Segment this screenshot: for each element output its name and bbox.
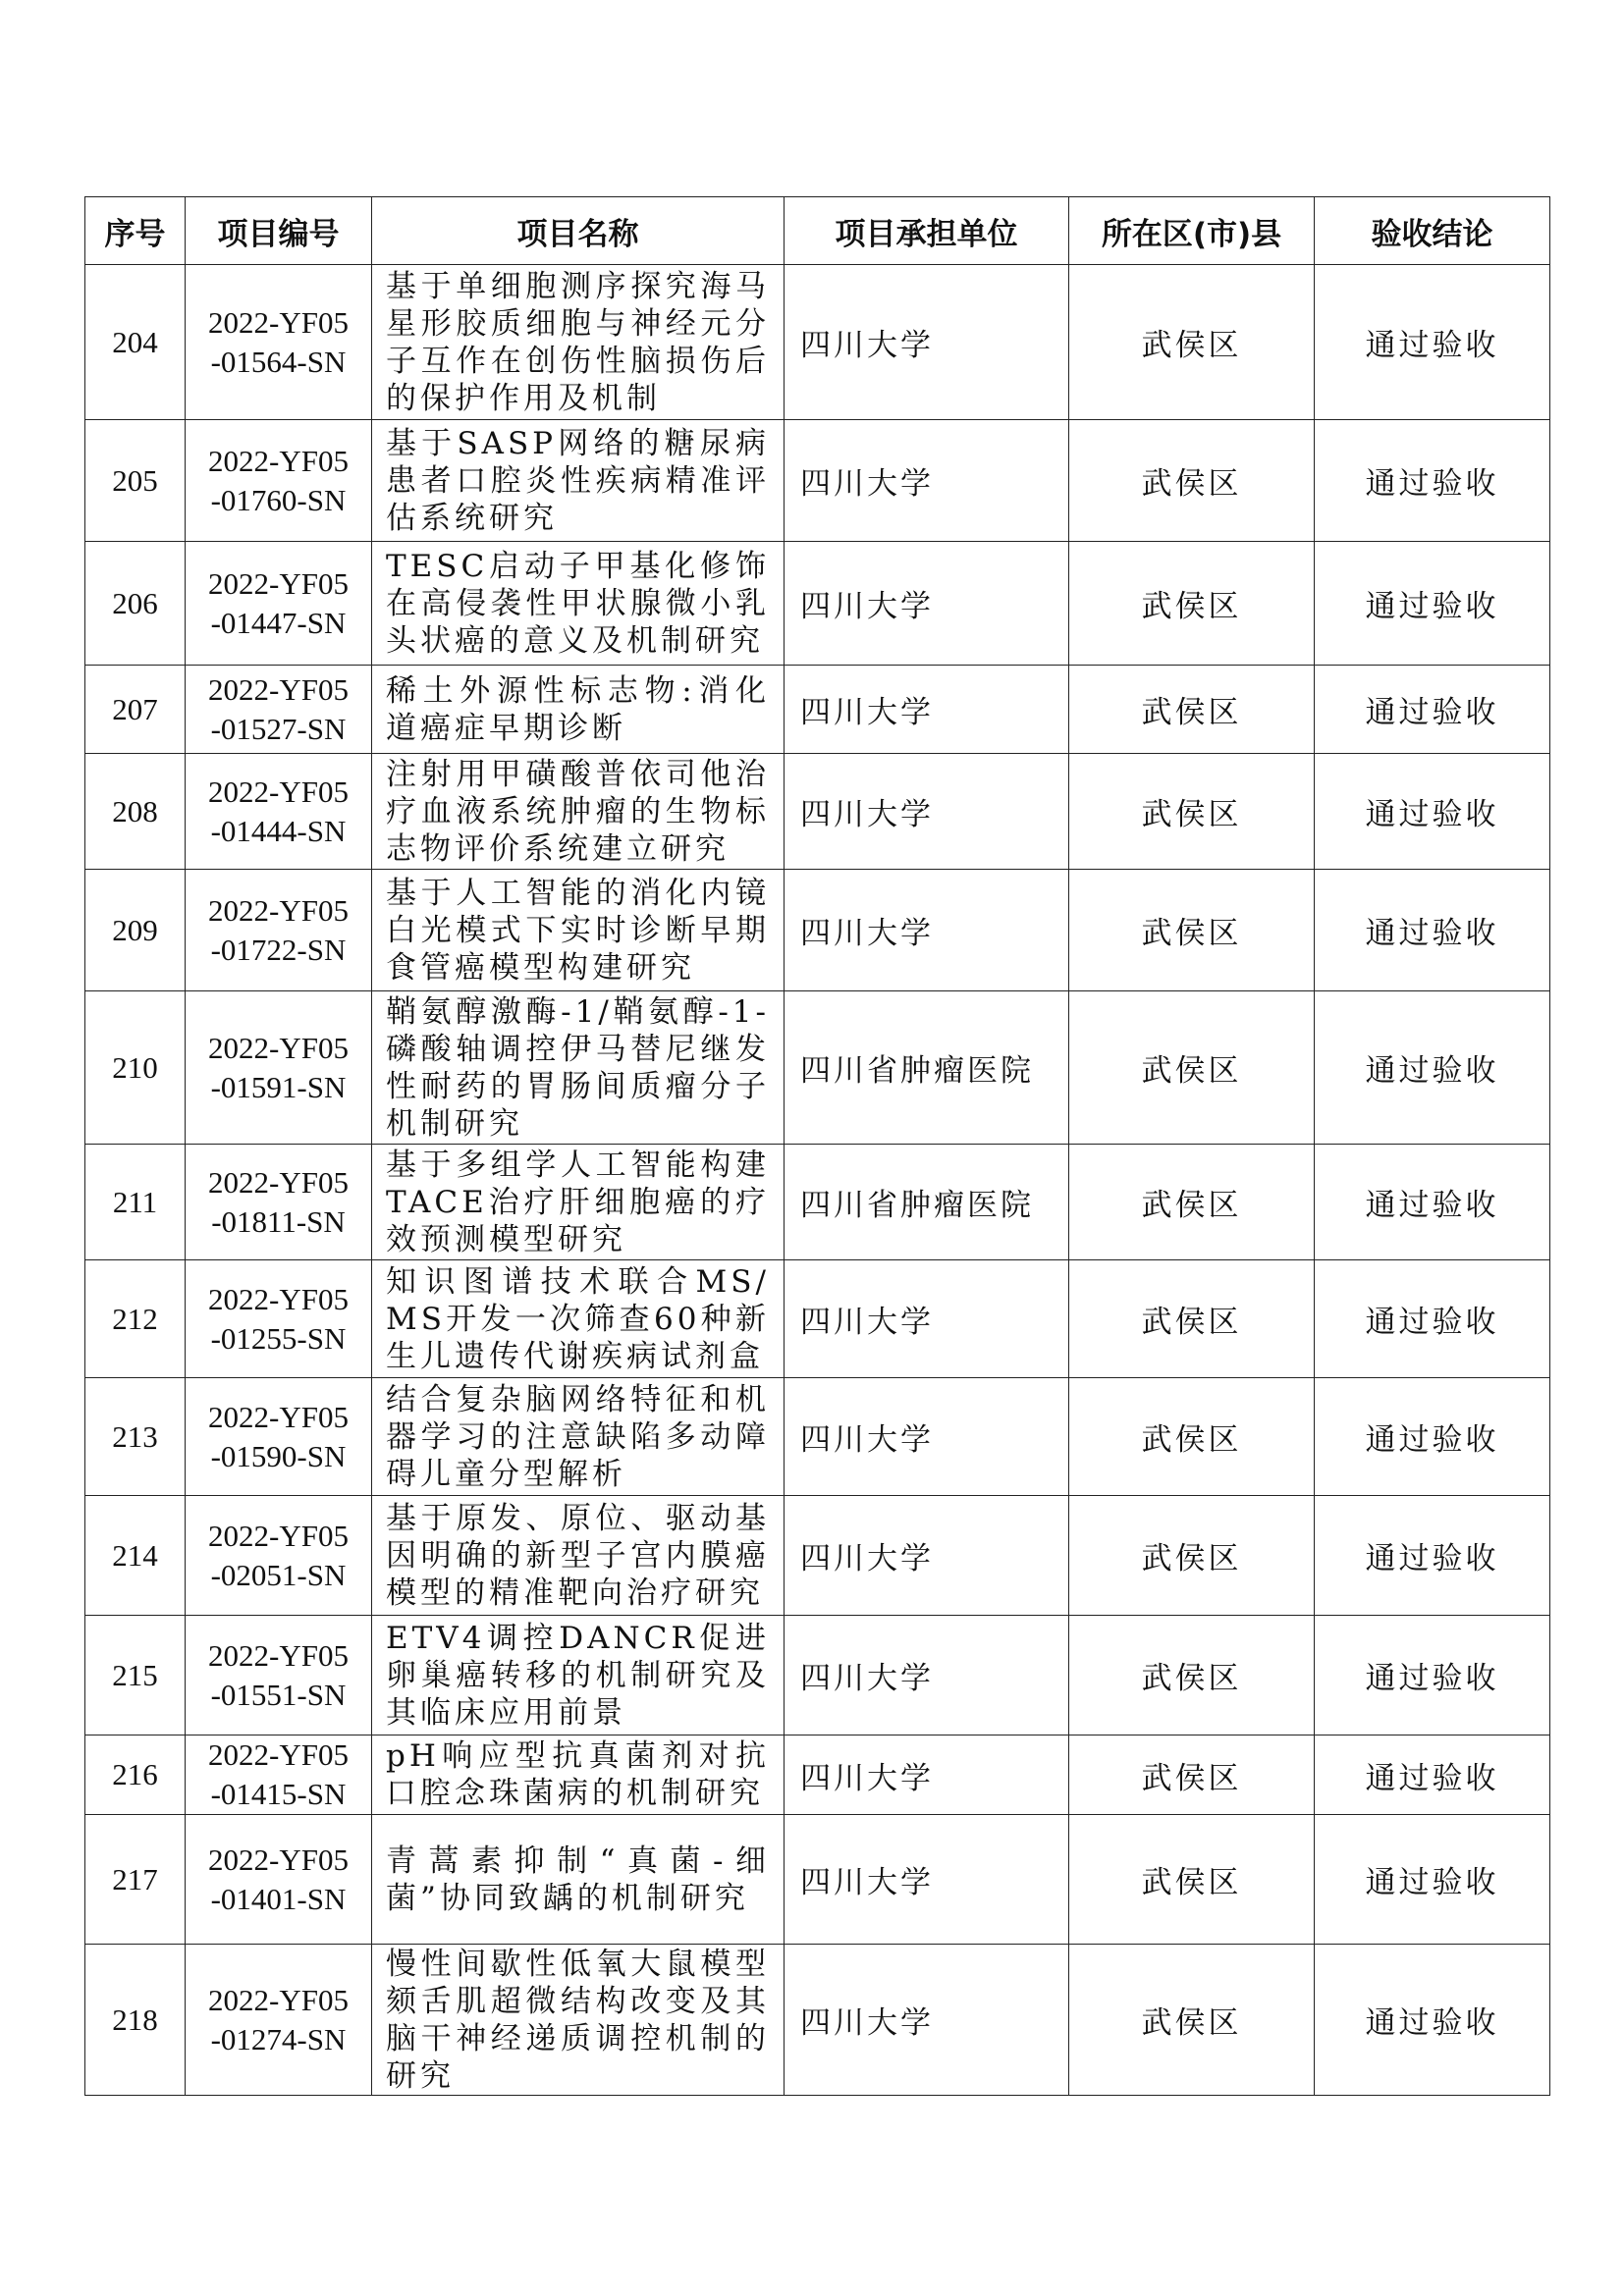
undertaking-unit: 四川大学 (785, 1735, 1069, 1815)
row-number: 207 (85, 666, 186, 754)
project-name: 青蒿素抑制“真菌-细菌”协同致龋的机制研究 (372, 1815, 785, 1945)
project-name: TESC启动子甲基化修饰在高侵袭性甲状腺微小乳头状癌的意义及机制研究 (372, 542, 785, 666)
district: 武侯区 (1069, 542, 1315, 666)
row-number: 213 (85, 1378, 186, 1496)
row-number: 206 (85, 542, 186, 666)
row-number: 216 (85, 1735, 186, 1815)
project-name: ETV4调控DANCR促进卵巢癌转移的机制研究及其临床应用前景 (372, 1616, 785, 1735)
row-number: 210 (85, 991, 186, 1145)
project-name: 鞘氨醇激酶-1/鞘氨醇-1-磷酸轴调控伊马替尼继发性耐药的胃肠间质瘤分子机制研究 (372, 991, 785, 1145)
project-code-line1: 2022-YF05 (208, 774, 349, 809)
district: 武侯区 (1069, 1496, 1315, 1616)
row-number: 214 (85, 1496, 186, 1616)
acceptance-result: 通过验收 (1315, 1616, 1550, 1735)
district: 武侯区 (1069, 1945, 1315, 2096)
row-number: 209 (85, 870, 186, 991)
project-code (186, 754, 372, 870)
undertaking-unit: 四川大学 (785, 265, 1069, 420)
acceptance-result: 通过验收 (1315, 420, 1550, 542)
table-body (85, 265, 1550, 2096)
acceptance-result: 通过验收 (1315, 1815, 1550, 1945)
district: 武侯区 (1069, 1145, 1315, 1260)
table-row (85, 542, 1550, 666)
project-name: 注射用甲磺酸普依司他治疗血液系统肿瘤的生物标志物评价系统建立研究 (372, 754, 785, 870)
table-row (85, 265, 1550, 420)
row-number: 215 (85, 1616, 186, 1735)
project-code-line2: -02051-SN (210, 1557, 347, 1592)
district: 武侯区 (1069, 666, 1315, 754)
acceptance-result: 通过验收 (1315, 1145, 1550, 1260)
project-acceptance-table (84, 196, 1550, 2096)
project-code (186, 870, 372, 991)
undertaking-unit: 四川大学 (785, 1815, 1069, 1945)
project-code (186, 1260, 372, 1378)
table-row (85, 1145, 1550, 1260)
acceptance-result: 通过验收 (1315, 542, 1550, 666)
project-code-line2: -01415-SN (210, 1777, 347, 1811)
project-code-line2: -01591-SN (210, 1069, 347, 1104)
project-code-line1: 2022-YF05 (208, 1737, 349, 1772)
project-code-line1: 2022-YF05 (208, 1982, 349, 2017)
district: 武侯区 (1069, 754, 1315, 870)
project-code-line2: -01590-SN (210, 1438, 347, 1473)
project-code-line1: 2022-YF05 (208, 892, 349, 928)
acceptance-result: 通过验收 (1315, 1945, 1550, 2096)
project-code (186, 991, 372, 1145)
project-code-line2: -01401-SN (210, 1881, 347, 1916)
header-row (85, 197, 1550, 265)
project-code-line1: 2022-YF05 (208, 1637, 349, 1673)
project-code (186, 1945, 372, 2096)
table-row (85, 754, 1550, 870)
project-code-line2: -01444-SN (210, 813, 347, 848)
undertaking-unit: 四川大学 (785, 1496, 1069, 1616)
project-name: 基于原发、原位、驱动基因明确的新型子宫内膜癌模型的精准靶向治疗研究 (372, 1496, 785, 1616)
project-code-line2: -01722-SN (210, 932, 347, 967)
project-code-line1: 2022-YF05 (208, 671, 349, 707)
project-code-line2: -01527-SN (210, 711, 347, 746)
district: 武侯区 (1069, 420, 1315, 542)
acceptance-result: 通过验收 (1315, 870, 1550, 991)
acceptance-result: 通过验收 (1315, 1260, 1550, 1378)
project-code-line1: 2022-YF05 (208, 1399, 349, 1434)
project-code (186, 1616, 372, 1735)
project-code-line2: -01255-SN (210, 1320, 347, 1356)
project-code-line2: -01274-SN (210, 2021, 347, 2056)
district: 武侯区 (1069, 1735, 1315, 1815)
undertaking-unit: 四川大学 (785, 1260, 1069, 1378)
undertaking-unit: 四川大学 (785, 1945, 1069, 2096)
project-code-line1: 2022-YF05 (208, 1518, 349, 1553)
acceptance-result: 通过验收 (1315, 991, 1550, 1145)
project-code-line1: 2022-YF05 (208, 304, 349, 340)
district: 武侯区 (1069, 991, 1315, 1145)
project-code-line1: 2022-YF05 (208, 1164, 349, 1200)
row-number: 217 (85, 1815, 186, 1945)
project-code (186, 1815, 372, 1945)
project-name: 慢性间歇性低氧大鼠模型颏舌肌超微结构改变及其脑干神经递质调控机制的研究 (372, 1945, 785, 2096)
row-number: 218 (85, 1945, 186, 2096)
table-row (85, 420, 1550, 542)
acceptance-result: 通过验收 (1315, 1378, 1550, 1496)
project-name: 基于单细胞测序探究海马星形胶质细胞与神经元分子互作在创伤性脑损伤后的保护作用及机制 (372, 265, 785, 420)
project-code-line2: -01811-SN (211, 1203, 346, 1239)
table-row (85, 666, 1550, 754)
project-code (186, 542, 372, 666)
undertaking-unit: 四川大学 (785, 1616, 1069, 1735)
undertaking-unit: 四川大学 (785, 870, 1069, 991)
project-code (186, 1735, 372, 1815)
district: 武侯区 (1069, 1260, 1315, 1378)
header-name: 项目名称 (372, 197, 785, 265)
acceptance-result: 通过验收 (1315, 265, 1550, 420)
table-row (85, 1260, 1550, 1378)
project-code-line2: -01564-SN (210, 344, 347, 379)
project-code-line1: 2022-YF05 (208, 443, 349, 478)
project-name: 知识图谱技术联合MS/MS开发一次筛查60种新生儿遗传代谢疾病试剂盒 (372, 1260, 785, 1378)
project-code (186, 1496, 372, 1616)
project-code (186, 1145, 372, 1260)
project-code-line1: 2022-YF05 (208, 1842, 349, 1877)
undertaking-unit: 四川大学 (785, 754, 1069, 870)
row-number: 212 (85, 1260, 186, 1378)
project-code (186, 420, 372, 542)
acceptance-result: 通过验收 (1315, 754, 1550, 870)
project-code-line2: -01760-SN (210, 482, 347, 517)
table-row (85, 870, 1550, 991)
table-row (85, 1815, 1550, 1945)
header-code: 项目编号 (186, 197, 372, 265)
project-code (186, 1378, 372, 1496)
project-code-line1: 2022-YF05 (208, 1281, 349, 1316)
undertaking-unit: 四川大学 (785, 1378, 1069, 1496)
header-num: 序号 (85, 197, 186, 265)
project-name: pH响应型抗真菌剂对抗口腔念珠菌病的机制研究 (372, 1735, 785, 1815)
project-name: 结合复杂脑网络特征和机器学习的注意缺陷多动障碍儿童分型解析 (372, 1378, 785, 1496)
project-code-line2: -01447-SN (210, 605, 347, 640)
table-row (85, 1496, 1550, 1616)
district: 武侯区 (1069, 265, 1315, 420)
district: 武侯区 (1069, 1616, 1315, 1735)
project-code-line1: 2022-YF05 (208, 565, 349, 601)
undertaking-unit: 四川省肿瘤医院 (785, 991, 1069, 1145)
project-code-line2: -01551-SN (210, 1677, 347, 1712)
acceptance-result: 通过验收 (1315, 1496, 1550, 1616)
acceptance-result: 通过验收 (1315, 666, 1550, 754)
undertaking-unit: 四川大学 (785, 666, 1069, 754)
project-name: 基于SASP网络的糖尿病患者口腔炎性疾病精准评估系统研究 (372, 420, 785, 542)
header-result: 验收结论 (1315, 197, 1550, 265)
district: 武侯区 (1069, 1815, 1315, 1945)
project-name: 基于人工智能的消化内镜白光模式下实时诊断早期食管癌模型构建研究 (372, 870, 785, 991)
table-row (85, 1378, 1550, 1496)
header-unit: 项目承担单位 (785, 197, 1069, 265)
acceptance-result: 通过验收 (1315, 1735, 1550, 1815)
undertaking-unit: 四川大学 (785, 542, 1069, 666)
district: 武侯区 (1069, 1378, 1315, 1496)
row-number: 204 (85, 265, 186, 420)
row-number: 208 (85, 754, 186, 870)
project-code-line1: 2022-YF05 (208, 1030, 349, 1065)
row-number: 211 (85, 1145, 186, 1260)
project-name: 基于多组学人工智能构建TACE治疗肝细胞癌的疗效预测模型研究 (372, 1145, 785, 1260)
project-code (186, 265, 372, 420)
table-row (85, 991, 1550, 1145)
header-district: 所在区(市)县 (1069, 197, 1315, 265)
table-row (85, 1735, 1550, 1815)
undertaking-unit: 四川大学 (785, 420, 1069, 542)
project-name: 稀土外源性标志物:消化道癌症早期诊断 (372, 666, 785, 754)
table-row (85, 1616, 1550, 1735)
undertaking-unit: 四川省肿瘤医院 (785, 1145, 1069, 1260)
table-row (85, 1945, 1550, 2096)
district: 武侯区 (1069, 870, 1315, 991)
row-number: 205 (85, 420, 186, 542)
project-code (186, 666, 372, 754)
